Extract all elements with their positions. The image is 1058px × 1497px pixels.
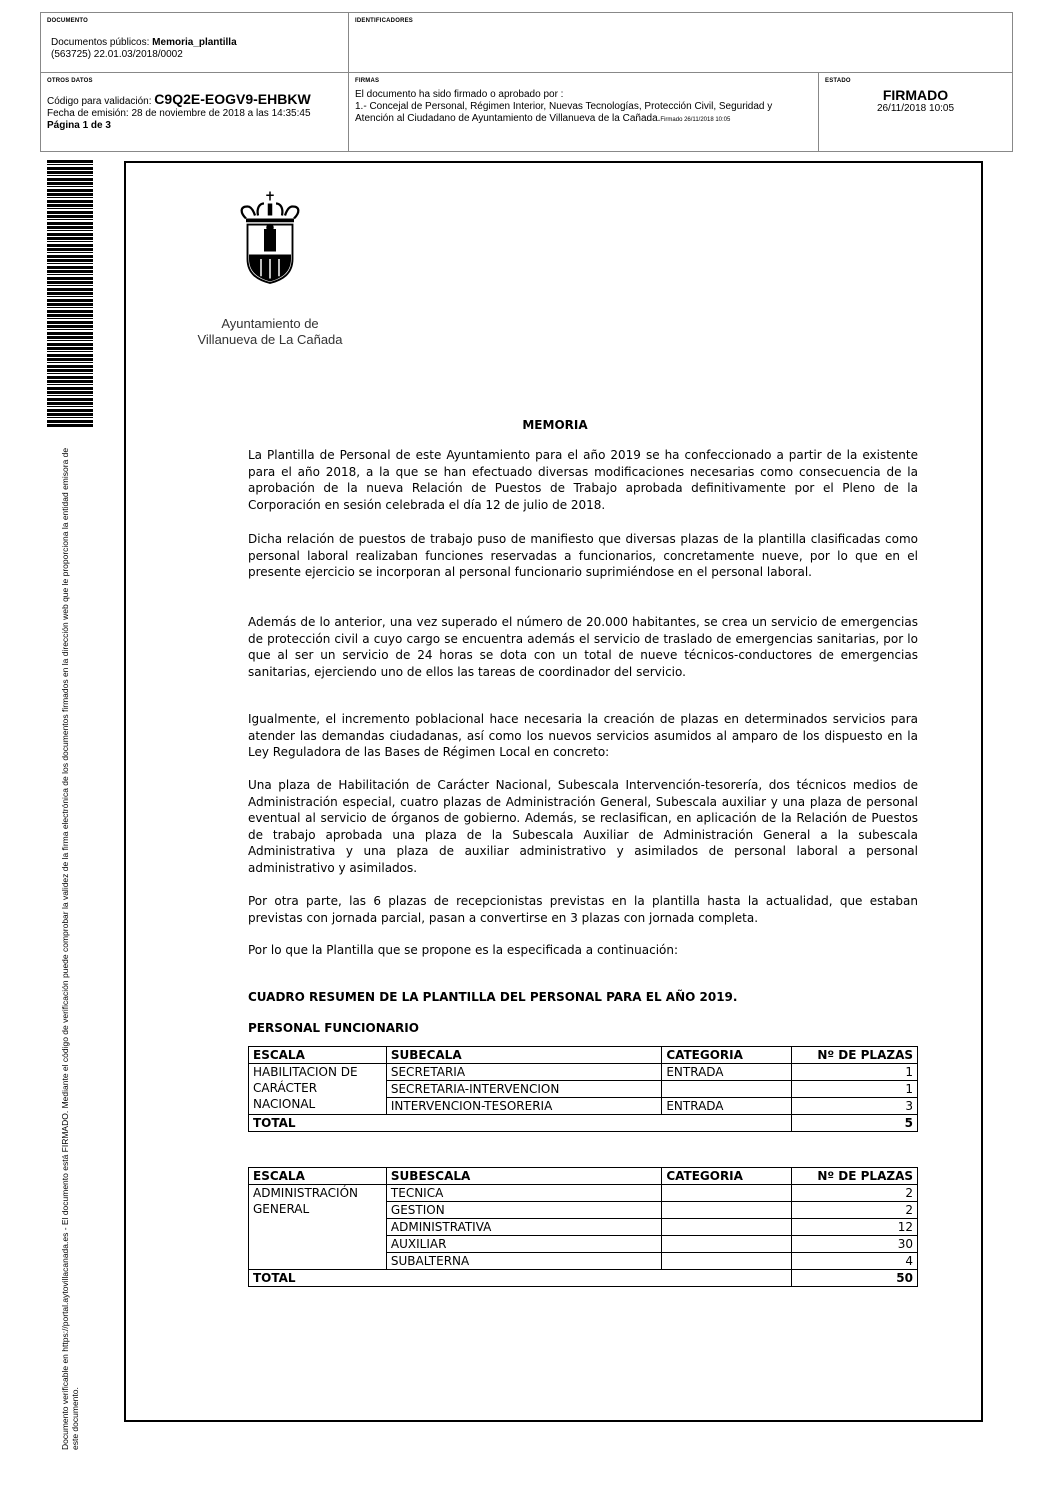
- barcode: [47, 160, 93, 427]
- paragraph-6: Por otra parte, las 6 plazas de recepcionistas previstas en la plantilla hasta la actualidad, que estaban previstas con jornada parcial, pasan a convertirse en 3 plazas con jornada completa.: [248, 894, 918, 925]
- cuadro-title: CUADRO RESUMEN DE LA PLANTILLA DEL PERSONAL PARA EL AÑO 2019.: [248, 990, 738, 1004]
- table-header-row: [249, 1168, 918, 1185]
- firmas-caption: FIRMAS: [355, 78, 380, 84]
- header-escala: ESCALA: [249, 1168, 387, 1185]
- header-categoria: CATEGORIA: [662, 1047, 792, 1064]
- plazas-cell: 2: [792, 1202, 918, 1219]
- subescala-cell: SUBALTERNA: [386, 1253, 661, 1270]
- identificadores-cell: [349, 13, 1012, 73]
- codigo-label: Código para validación:: [47, 96, 155, 107]
- header-escala: ESCALA: [249, 1047, 387, 1064]
- header-subescala: SUBESCALA: [386, 1168, 661, 1185]
- categoria-cell: [662, 1185, 792, 1202]
- paragraph-1: La Plantilla de Personal de este Ayuntamiento para el año 2019 se ha confeccionado a partir de la existente para el año 2018, a la que se han efectuado diversas modificaciones necesarias como consecuencia de la aprobación de la nueva Relación de Puestos de Trabajo aprobada definitivamente por el Pleno de la Corporación en sesión celebrada el día 12 de julio de 2018.: [248, 448, 918, 512]
- table-row: [249, 1185, 918, 1202]
- plazas-cell: 12: [792, 1219, 918, 1236]
- coat-of-arms-icon: [190, 190, 350, 310]
- logo-line2: Villanueva de La Cañada: [197, 332, 343, 347]
- categoria-cell: [662, 1253, 792, 1270]
- firmas-line2-small: Firmado 26/11/2018 10:05: [660, 117, 731, 123]
- documento-ref: (563725) 22.01.03/2018/0002: [51, 49, 183, 60]
- categoria-cell: ENTRADA: [662, 1064, 792, 1081]
- plazas-cell: 4: [792, 1253, 918, 1270]
- otros-datos-cell: [41, 73, 349, 151]
- table-habilitacion: [248, 1046, 918, 1132]
- subescala-cell: SECRETARIA-INTERVENCION: [386, 1081, 661, 1098]
- paragraph-2: Dicha relación de puestos de trabajo puso de manifiesto que diversas plazas de la plantilla clasificadas como personal laboral realizaban funciones reservadas a funcionarios, concretamente nueve, por lo que en el presente ejercicio se incorporan al personal funcionario suprimiéndose en el personal laboral.: [248, 532, 918, 579]
- estado-value: FIRMADO: [882, 87, 949, 103]
- firmas-line1: El documento ha sido firmado o aprobado por :: [355, 89, 564, 100]
- subescala-cell: INTERVENCION-TESORERIA: [386, 1098, 661, 1115]
- table-header-row: [249, 1047, 918, 1064]
- subescala-cell: TECNICA: [386, 1185, 661, 1202]
- categoria-cell: [662, 1236, 792, 1253]
- pagina: Página 1 de 3: [47, 120, 111, 131]
- categoria-cell: [662, 1202, 792, 1219]
- plazas-cell: 30: [792, 1236, 918, 1253]
- estado-cell: [819, 73, 1012, 151]
- estado-caption: ESTADO: [825, 78, 851, 84]
- memoria-title: MEMORIA: [522, 418, 588, 432]
- header-subescala: SUBECALA: [386, 1047, 661, 1064]
- subescala-cell: AUXILIAR: [386, 1236, 661, 1253]
- estado-date: 26/11/2018 10:05: [876, 103, 955, 114]
- header-plazas: Nº DE PLAZAS: [792, 1047, 918, 1064]
- categoria-cell: [662, 1081, 792, 1098]
- total-value: 50: [792, 1270, 918, 1287]
- documento-prefix: Documentos públicos:: [51, 37, 153, 48]
- logo-caption: [190, 316, 350, 348]
- plazas-cell: 1: [792, 1064, 918, 1081]
- table-administracion-general: [248, 1167, 918, 1287]
- escala-cell: HABILITACION DE CARÁCTER NACIONAL: [249, 1064, 387, 1115]
- documento-cell: [41, 13, 349, 73]
- document-header: [40, 12, 1013, 152]
- otros-datos-caption: OTROS DATOS: [47, 78, 93, 84]
- plazas-cell: 3: [792, 1098, 918, 1115]
- firmas-line2: 1.- Concejal de Personal, Régimen Interior, Nuevas Tecnologías, Protección Civil, Seguridad y Atención al Ciudadano de Ayuntamiento de Villanueva de la Cañada.: [355, 101, 773, 124]
- documento-name: Memoria_plantilla: [152, 37, 237, 48]
- total-value: 5: [792, 1115, 918, 1132]
- plazas-cell: 1: [792, 1081, 918, 1098]
- paragraph-5: Una plaza de Habilitación de Carácter Nacional, Subescala Intervención-tesorería, dos técnicos medios de Administración especial, cuatro plazas de Administración General, Subescala auxiliar y una plaza de personal eventual al servicio de órganos de gobierno. Además, se reclasifican, en aplicación de la Relación de Puestos de trabajo aprobada una plaza de la Subescala Auxiliar de Administración General a la subescala Administrativa y una plaza de auxiliar administrativo y asimilados de personal laboral a personal administrativo y asimilados.: [248, 778, 918, 875]
- table-total-row: [249, 1270, 918, 1287]
- categoria-cell: ENTRADA: [662, 1098, 792, 1115]
- table-row: [249, 1064, 918, 1081]
- paragraph-3: Además de lo anterior, una vez superado el número de 20.000 habitantes, se crea un servicio de emergencias de protección civil a cuyo cargo se encuentra además el servicio de traslado de emergencias sanitarias, por lo que al ser un servicio de 24 horas se dota con un total de nueve técnicos-conductores de emergencias sanitarias, ejerciendo uno de ellos las tareas de coordinador del servicio.: [248, 615, 918, 679]
- documento-caption: DOCUMENTO: [47, 18, 89, 24]
- funcionario-title: PERSONAL FUNCIONARIO: [248, 1021, 419, 1035]
- total-label: TOTAL: [249, 1270, 792, 1287]
- firmas-cell: [349, 73, 819, 151]
- header-plazas: Nº DE PLAZAS: [792, 1168, 918, 1185]
- header-categoria: CATEGORIA: [662, 1168, 792, 1185]
- codigo-value: C9Q2E-EOGV9-EHBKW: [154, 91, 311, 107]
- escala-cell: ADMINISTRACIÓN GENERAL: [249, 1185, 387, 1270]
- logo-line1: Ayuntamiento de: [221, 316, 319, 331]
- table-total-row: [249, 1115, 918, 1132]
- paragraph-4: Igualmente, el incremento poblacional hace necesaria la creación de plazas en determinados servicios para atender las demandas ciudadanas, así como los nuevos servicios asumidos al amparo de los dispuesto en la Ley Reguladora de las Bases de Régimen Local en concreto:: [248, 712, 918, 759]
- subescala-cell: GESTION: [386, 1202, 661, 1219]
- total-label: TOTAL: [249, 1115, 792, 1132]
- subescala-cell: ADMINISTRATIVA: [386, 1219, 661, 1236]
- subescala-cell: SECRETARIA: [386, 1064, 661, 1081]
- categoria-cell: [662, 1219, 792, 1236]
- identificadores-caption: IDENTIFICADORES: [355, 18, 414, 24]
- verification-side-text: Documento verificable en https://portal.aytovillacanada.es - El documento está FIRMADO. Mediante el código de verificación puede comprobar la validez de la firma electrónica de los documentos firmados en la dirección web que le proporciona la entidad emisora de este documento.: [60, 447, 80, 1450]
- fecha-emision: Fecha de emisión: 28 de noviembre de 2018 a las 14:35:45: [47, 108, 311, 119]
- plazas-cell: 2: [792, 1185, 918, 1202]
- paragraph-7: Por lo que la Plantilla que se propone es la especificada a continuación:: [248, 943, 679, 957]
